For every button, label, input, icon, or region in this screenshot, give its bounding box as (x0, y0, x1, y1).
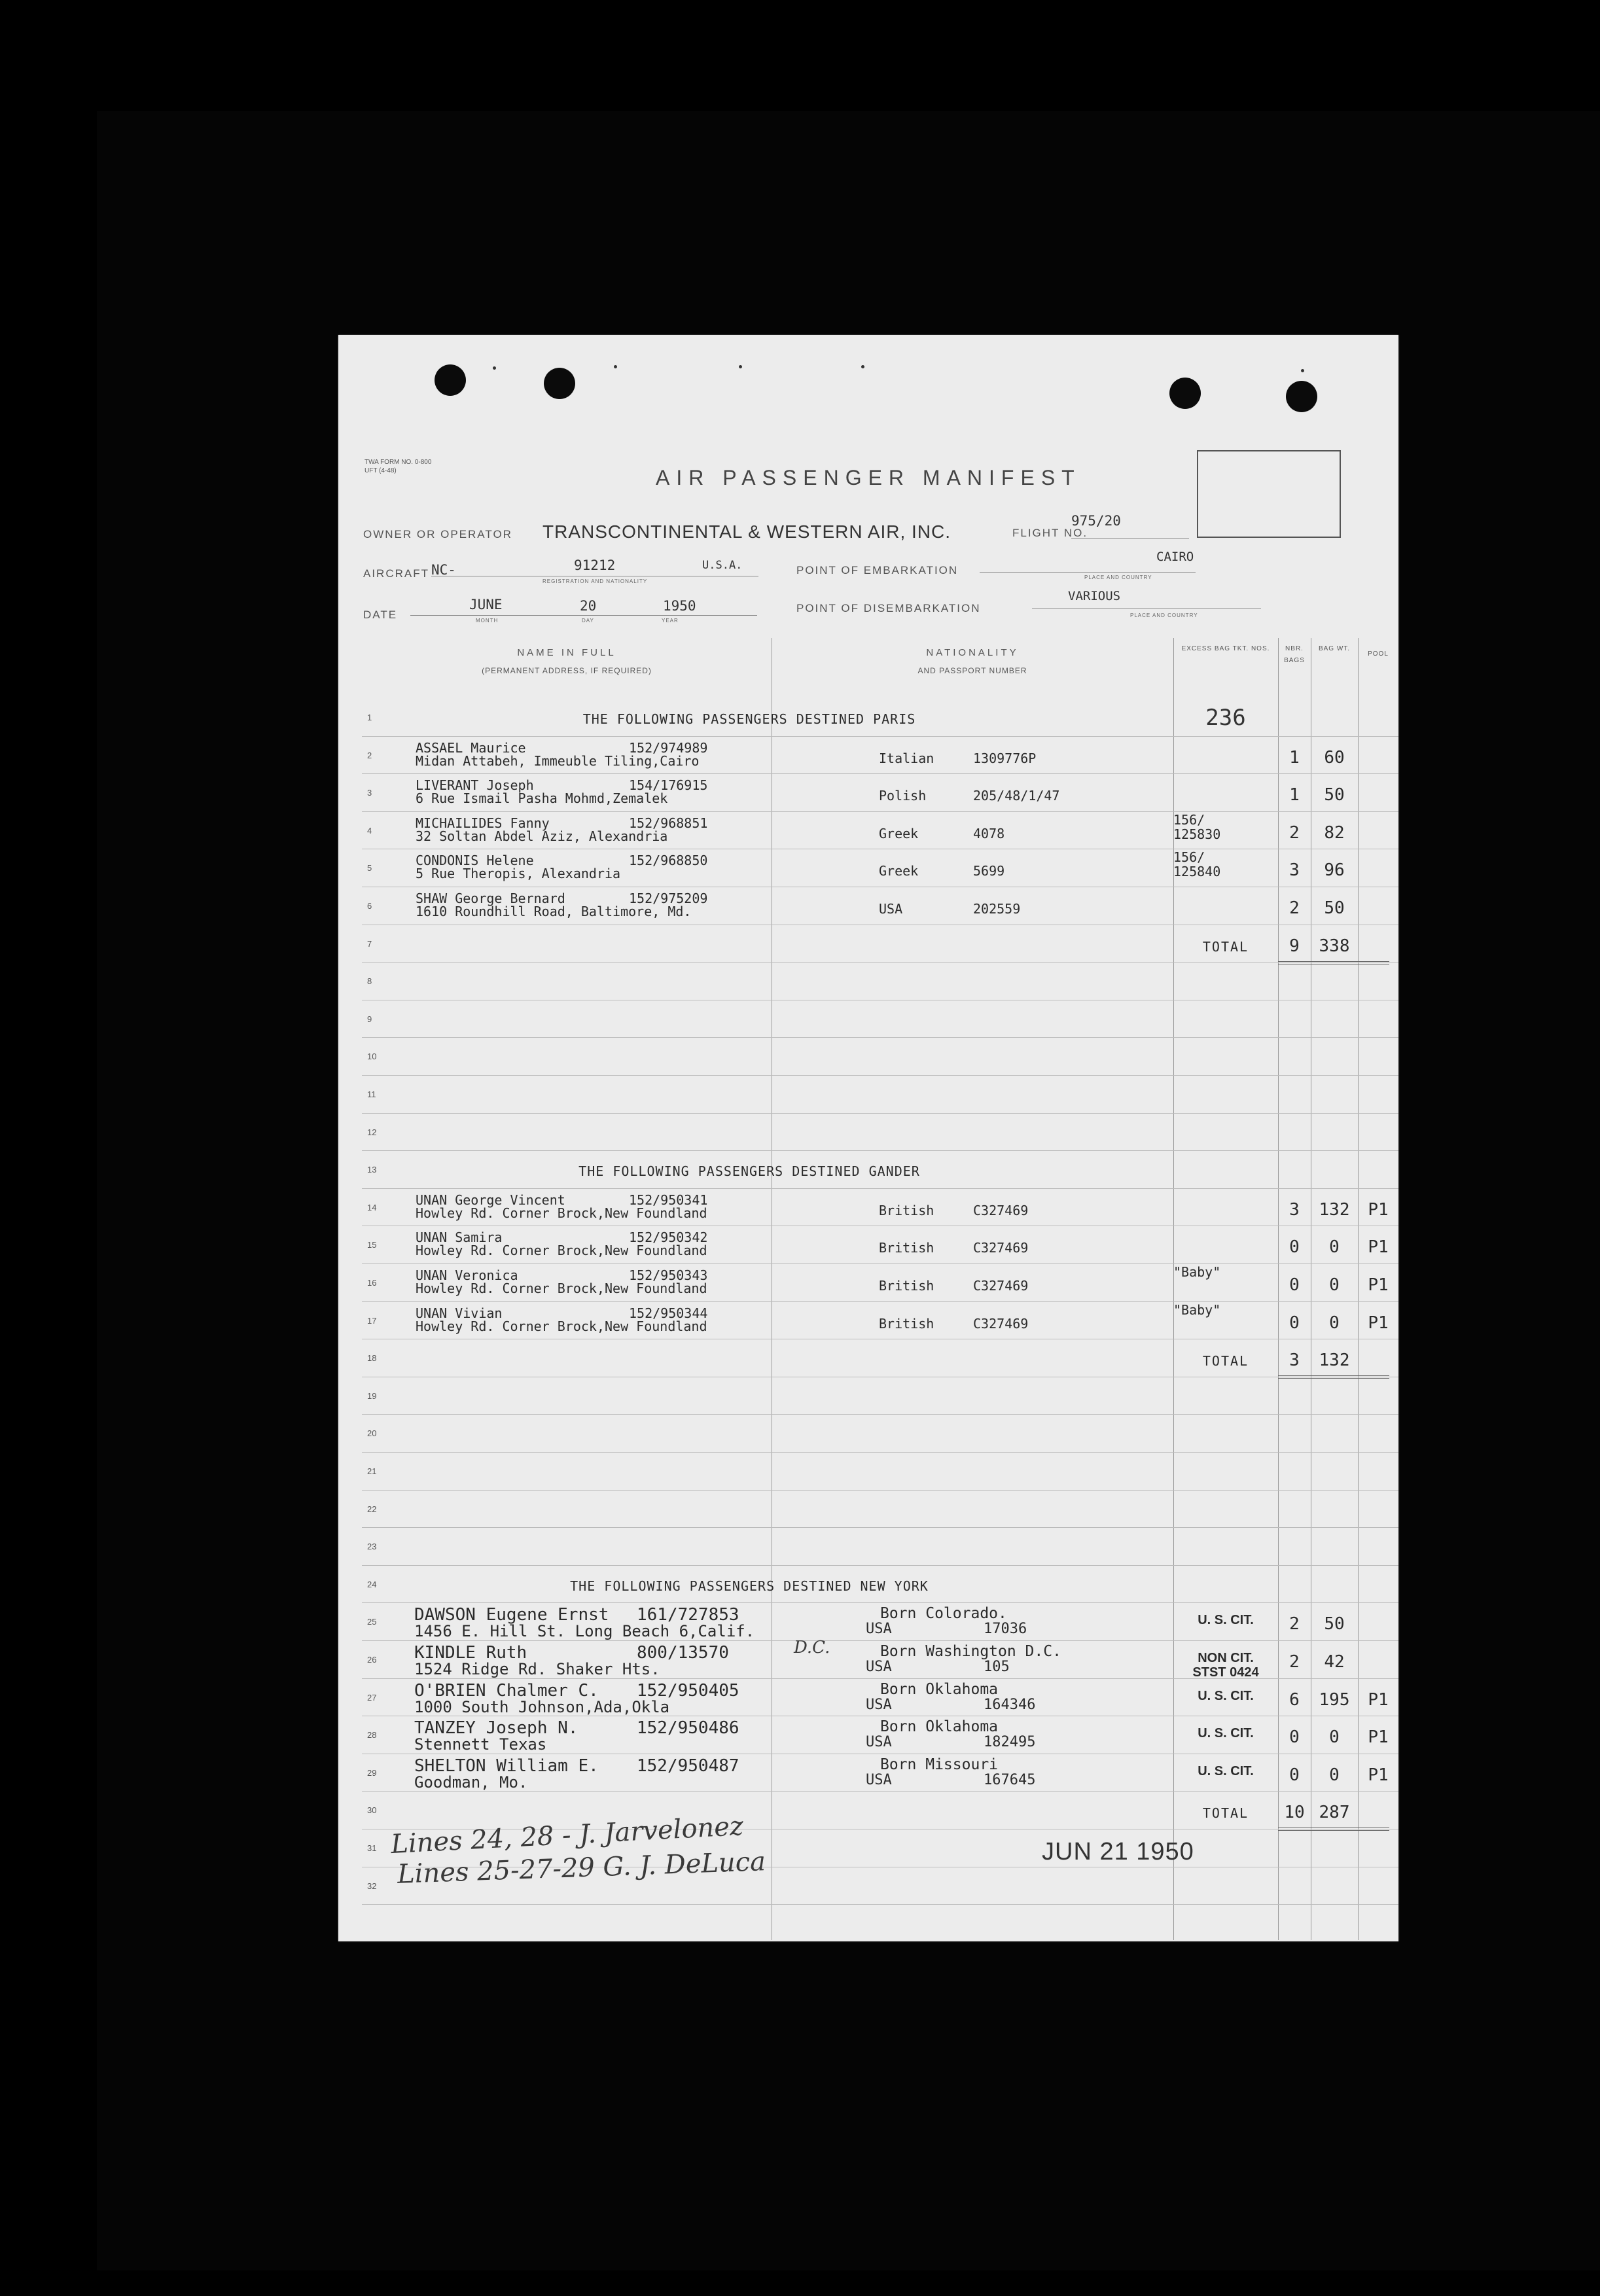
row-number: 12 (367, 1127, 377, 1137)
table-row (362, 1339, 1398, 1376)
passport-number: 202559 (973, 901, 1021, 917)
passport-number: C327469 (973, 1278, 1029, 1294)
passenger-address: 1000 South Johnson,Ada,Okla (414, 1697, 670, 1716)
pool-mark: P1 (1368, 1313, 1389, 1333)
passenger-address: Goodman, Mo. (414, 1773, 528, 1792)
row-number: 25 (367, 1617, 377, 1627)
total-label: TOTAL (1202, 938, 1249, 955)
table-row (362, 736, 1398, 773)
bag-weight: 50 (1324, 1614, 1345, 1634)
bag-weight: 96 (1324, 860, 1345, 881)
passenger-address: 1610 Roundhill Road, Baltimore, Md. (416, 904, 692, 919)
passenger-name: UNAN George Vincent (416, 1192, 565, 1208)
passenger-name: ASSAEL Maurice (416, 739, 526, 756)
flight-underline (1071, 538, 1189, 539)
nationality: USA (866, 1659, 892, 1675)
birthplace: Born Oklahoma (880, 1680, 999, 1698)
pool-mark: P1 (1368, 1727, 1389, 1748)
passenger-name: MICHAILIDES Fanny (416, 815, 550, 831)
speck (493, 366, 496, 370)
total-underline (1278, 961, 1389, 964)
nationality: Italian (879, 750, 934, 766)
ticket-number: 152/968851 (629, 815, 708, 831)
table-row (362, 925, 1398, 962)
nationality-column-header (772, 647, 1173, 675)
owner-value: TRANSCONTINENTAL & WESTERN AIR, INC. (542, 521, 951, 542)
nationality: USA (866, 1771, 892, 1788)
pool-mark: P1 (1368, 1275, 1389, 1295)
nationality: British (879, 1278, 934, 1294)
row-rule (362, 1678, 1398, 1679)
passenger-name: DAWSON Eugene Ernst (414, 1605, 609, 1625)
nationality: USA (879, 901, 903, 917)
nationality: USA (866, 1621, 892, 1638)
pool-mark: P1 (1368, 1237, 1389, 1258)
passenger-name: UNAN Samira (416, 1229, 503, 1246)
birthplace: Born Oklahoma (880, 1718, 999, 1736)
row-number: 3 (367, 788, 372, 798)
passenger-name: KINDLE Ruth (414, 1643, 527, 1663)
passport-number: C327469 (973, 1240, 1029, 1256)
total-bags: 3 (1289, 1351, 1300, 1371)
bag-weight: 50 (1324, 785, 1345, 805)
aircraft-label: AIRCRAFT (363, 567, 429, 580)
page-title: AIR PASSENGER MANIFEST (656, 466, 1081, 489)
table-row (362, 1075, 1398, 1112)
pool-mark: P1 (1368, 1689, 1389, 1710)
name-header-sub: (PERMANENT ADDRESS, IF REQUIRED) (482, 666, 652, 675)
bag-count: 0 (1289, 1765, 1300, 1785)
excess-bag-ticket: U. S. CIT. (1198, 1726, 1254, 1741)
row-number: 17 (367, 1315, 377, 1326)
passenger-address: 5 Rue Theropis, Alexandria (416, 866, 621, 882)
table-row (362, 1640, 1398, 1678)
bag-weight: 195 (1319, 1689, 1350, 1710)
weight-column-header: BAG WT. (1318, 645, 1351, 652)
total-weight: 132 (1319, 1351, 1350, 1371)
date-sub-month: MONTH (476, 618, 499, 624)
row-number: 22 (367, 1504, 377, 1514)
excess-bag-ticket: NON CIT. STST 0424 (1192, 1651, 1259, 1680)
total-underline (1278, 1375, 1389, 1379)
nationality: Greek (879, 863, 919, 879)
passport-number: 164346 (984, 1696, 1036, 1713)
ticket-number: 152/950486 (637, 1718, 739, 1739)
bag-weight: 50 (1324, 898, 1345, 918)
table-row (362, 1678, 1398, 1716)
date-day: 20 (580, 598, 597, 614)
row-number: 10 (367, 1051, 377, 1062)
table-row (362, 1452, 1398, 1489)
disembark-sub: PLACE AND COUNTRY (1130, 612, 1198, 618)
bag-weight: 0 (1329, 1275, 1340, 1295)
row-number: 16 (367, 1278, 377, 1288)
date-sub-day: DAY (582, 618, 594, 624)
row-number: 26 (367, 1655, 377, 1665)
nationality: Polish (879, 788, 927, 804)
name-header-label: NAME IN FULL (517, 647, 616, 658)
excess-bag-ticket: U. S. CIT. (1198, 1763, 1254, 1778)
binder-hole (435, 364, 466, 396)
speck (614, 365, 617, 368)
passenger-name: CONDONIS Helene (416, 853, 534, 869)
table-row (362, 773, 1398, 811)
pool-mark: P1 (1368, 1765, 1389, 1785)
embark-underline (980, 572, 1196, 573)
table-row (362, 1113, 1398, 1150)
row-number: 8 (367, 976, 372, 987)
form-number: TWA FORM NO. 0-800 UFT (4-48) (364, 459, 432, 474)
excess-bag-ticket: 156/ 125830 (1173, 811, 1221, 842)
bag-count: 2 (1289, 822, 1300, 843)
ticket-number: 800/13570 (637, 1643, 729, 1663)
row-number: 21 (367, 1466, 377, 1476)
nationality-header-sub: AND PASSPORT NUMBER (917, 666, 1027, 675)
row-number: 19 (367, 1390, 377, 1401)
table-row (362, 849, 1398, 886)
bag-weight: 0 (1329, 1765, 1340, 1785)
passport-number: 4078 (973, 825, 1005, 841)
bag-ticket-note: 236 (1205, 705, 1246, 731)
row-number: 23 (367, 1542, 377, 1552)
bag-count: 0 (1289, 1237, 1300, 1258)
row-number: 31 (367, 1843, 377, 1853)
row-number: 24 (367, 1579, 377, 1589)
ticket-number: 152/950487 (637, 1756, 739, 1776)
passenger-name: UNAN Vivian (416, 1305, 503, 1321)
passenger-name: SHAW George Bernard (416, 891, 565, 906)
total-label: TOTAL (1202, 1805, 1249, 1822)
excess-column-header: EXCESS BAG TKT. NOS. (1181, 645, 1270, 652)
speck (1301, 369, 1304, 372)
stamp-box (1197, 450, 1341, 538)
nationality: British (879, 1315, 934, 1332)
received-date-stamp: JUN 21 1950 (1042, 1838, 1194, 1865)
nationality: British (879, 1202, 934, 1218)
passenger-address: Howley Rd. Corner Brock,New Foundland (416, 1318, 707, 1334)
ticket-number: 152/950405 (637, 1680, 739, 1701)
excess-bag-ticket: U. S. CIT. (1198, 1613, 1254, 1628)
passport-number: 182495 (984, 1734, 1036, 1751)
bag-weight: 82 (1324, 822, 1345, 843)
bag-count: 1 (1289, 785, 1300, 805)
passport-number: C327469 (973, 1315, 1029, 1332)
passenger-address: 32 Soltan Abdel Aziz, Alexandria (416, 828, 668, 844)
passenger-name: LIVERANT Joseph (416, 777, 534, 794)
total-underline (1278, 1828, 1389, 1831)
manifest-sheet (338, 335, 1398, 1941)
disembark-label: POINT OF DISEMBARKATION (796, 602, 981, 614)
ticket-number: 152/974989 (629, 739, 708, 756)
table-row (362, 1037, 1398, 1074)
nationality: British (879, 1240, 934, 1256)
passenger-name: TANZEY Joseph N. (414, 1718, 578, 1739)
section-heading: THE FOLLOWING PASSENGERS DESTINED NEW YORK (570, 1578, 929, 1594)
table-row (362, 1188, 1398, 1226)
row-number: 20 (367, 1428, 377, 1439)
row-number: 1 (367, 713, 372, 722)
passport-number: 1309776P (973, 750, 1037, 766)
bag-weight: 0 (1329, 1727, 1340, 1748)
table-row (362, 1226, 1398, 1263)
table-row (362, 698, 1398, 735)
row-number: 29 (367, 1767, 377, 1778)
row-number: 5 (367, 863, 372, 874)
ticket-number: 152/950342 (629, 1229, 708, 1246)
table-row (362, 1414, 1398, 1451)
pool-column-header: POOL (1368, 650, 1389, 658)
passenger-address: 6 Rue Ismail Pasha Mohmd,Zemalek (416, 790, 668, 807)
row-number: 11 (367, 1089, 376, 1099)
aircraft-country: U.S.A. (702, 559, 743, 572)
ticket-number: 152/950343 (629, 1267, 708, 1283)
handwritten-note-dc: D.C. (794, 1638, 830, 1657)
row-number: 27 (367, 1692, 377, 1703)
row-number: 32 (367, 1881, 377, 1891)
passport-number: 167645 (984, 1771, 1036, 1788)
passenger-address: 1524 Ridge Rd. Shaker Hts. (414, 1660, 660, 1678)
row-number: 15 (367, 1240, 377, 1250)
nationality: Greek (879, 825, 919, 841)
flight-label: FLIGHT NO. (1012, 527, 1088, 539)
handwritten-note-lines-25-27-29: Lines 25-27-29 G. J. DeLuca (397, 1846, 766, 1890)
passenger-name: O'BRIEN Chalmer C. (414, 1680, 599, 1701)
bag-count: 1 (1289, 747, 1300, 768)
row-number: 13 (367, 1165, 377, 1175)
binder-hole (1286, 381, 1317, 412)
row-number: 30 (367, 1805, 377, 1816)
table-row (362, 811, 1398, 849)
owner-label: OWNER OR OPERATOR (363, 528, 512, 540)
bag-weight: 132 (1319, 1199, 1350, 1220)
excess-bag-ticket: U. S. CIT. (1198, 1688, 1254, 1703)
bag-count: 3 (1289, 1199, 1300, 1220)
excess-bag-ticket: "Baby" (1173, 1301, 1221, 1318)
bag-count: 3 (1289, 860, 1300, 881)
excess-bag-ticket: "Baby" (1173, 1264, 1221, 1280)
nationality: USA (866, 1696, 892, 1713)
birthplace: Born Washington D.C. (880, 1643, 1061, 1660)
aircraft-value: 91212 (574, 557, 616, 573)
name-column-header (362, 647, 772, 675)
ticket-number: 152/950341 (629, 1192, 708, 1208)
passenger-address: 1456 E. Hill St. Long Beach 6,Calif. (414, 1622, 755, 1641)
passenger-address: Howley Rd. Corner Brock,New Foundland (416, 1280, 707, 1296)
passenger-address: Stennett Texas (414, 1735, 547, 1754)
table-row (362, 1602, 1398, 1640)
nationality: USA (866, 1734, 892, 1751)
bag-count: 2 (1289, 1652, 1300, 1672)
row-number: 28 (367, 1730, 377, 1740)
table-row (362, 1150, 1398, 1188)
speck (861, 365, 864, 368)
passenger-address: Howley Rd. Corner Brock,New Foundland (416, 1205, 707, 1221)
embark-label: POINT OF EMBARKATION (796, 564, 959, 576)
passport-number: 5699 (973, 863, 1005, 879)
row-number: 14 (367, 1202, 377, 1212)
passenger-address: Howley Rd. Corner Brock,New Foundland (416, 1243, 707, 1259)
birthplace: Born Colorado. (880, 1605, 1007, 1623)
ticket-number: 152/975209 (629, 891, 708, 906)
total-bags: 10 (1284, 1803, 1305, 1823)
bag-weight: 0 (1329, 1237, 1340, 1258)
table-row (362, 1490, 1398, 1527)
date-underline (410, 615, 757, 616)
speck (739, 365, 742, 368)
aircraft-prefix: NC- (431, 562, 456, 578)
row-number: 6 (367, 901, 372, 911)
total-label: TOTAL (1202, 1353, 1249, 1369)
binder-hole (544, 368, 575, 399)
ticket-number: 154/176915 (629, 777, 708, 794)
passenger-address: Midan Attabeh, Immeuble Tiling,Cairo (416, 752, 700, 769)
ticket-number: 161/727853 (637, 1605, 739, 1625)
table-row (362, 1301, 1398, 1339)
passenger-name: UNAN Veronica (416, 1267, 518, 1283)
bag-count: 0 (1289, 1727, 1300, 1748)
bag-weight: 42 (1324, 1652, 1345, 1672)
row-number: 9 (367, 1014, 372, 1024)
table-row (362, 1565, 1398, 1602)
table-row (362, 1716, 1398, 1753)
bag-count: 2 (1289, 1614, 1300, 1634)
table-row (362, 1527, 1398, 1564)
nationality-header-label: NATIONALITY (926, 647, 1019, 658)
binder-hole (1169, 378, 1201, 409)
total-weight: 338 (1319, 936, 1350, 956)
embark-value: CAIRO (1156, 550, 1194, 564)
bag-count: 0 (1289, 1313, 1300, 1333)
table-row (362, 887, 1398, 924)
aircraft-sub: REGISTRATION AND NATIONALITY (542, 578, 648, 584)
passport-number: 205/48/1/47 (973, 788, 1060, 804)
bags-column-header: NBR. BAGS (1284, 645, 1305, 664)
bag-weight: 0 (1329, 1313, 1340, 1333)
row-number: 7 (367, 938, 372, 949)
date-label: DATE (363, 609, 398, 621)
birthplace: Born Missouri (880, 1756, 999, 1773)
passport-number: 105 (984, 1659, 1010, 1675)
ticket-number: 152/968850 (629, 853, 708, 869)
disembark-value: VARIOUS (1068, 589, 1121, 603)
row-number: 18 (367, 1353, 377, 1364)
pool-mark: P1 (1368, 1199, 1389, 1220)
table-row (362, 1377, 1398, 1414)
bag-count: 2 (1289, 898, 1300, 918)
ticket-number: 152/950344 (629, 1305, 708, 1321)
handwritten-note-lines-24-28: Lines 24, 28 - J. Jarvelonez (390, 1810, 745, 1860)
passport-number: 17036 (984, 1621, 1027, 1638)
flight-value: 975/20 (1071, 513, 1121, 529)
date-year: 1950 (663, 598, 696, 614)
embark-sub: PLACE AND COUNTRY (1084, 574, 1152, 580)
section-heading: THE FOLLOWING PASSENGERS DESTINED PARIS (582, 711, 916, 727)
row-rule (362, 1904, 1398, 1905)
manifest-table (362, 638, 1398, 1940)
total-bags: 9 (1289, 936, 1300, 956)
row-number: 4 (367, 825, 372, 836)
table-row (362, 1000, 1398, 1037)
bag-count: 0 (1289, 1275, 1300, 1295)
passport-number: C327469 (973, 1202, 1029, 1218)
table-row (362, 1754, 1398, 1791)
row-number: 2 (367, 750, 372, 760)
total-weight: 287 (1319, 1803, 1350, 1823)
excess-bag-ticket: 156/ 125840 (1173, 849, 1221, 880)
section-heading: THE FOLLOWING PASSENGERS DESTINED GANDER (578, 1163, 920, 1180)
bag-count: 6 (1289, 1689, 1300, 1710)
row-rule (362, 962, 1398, 963)
date-sub-year: YEAR (662, 618, 679, 624)
passenger-name: SHELTON William E. (414, 1756, 599, 1776)
table-row (362, 1263, 1398, 1301)
bag-weight: 60 (1324, 747, 1345, 768)
table-row (362, 962, 1398, 999)
date-month: JUNE (469, 597, 503, 612)
